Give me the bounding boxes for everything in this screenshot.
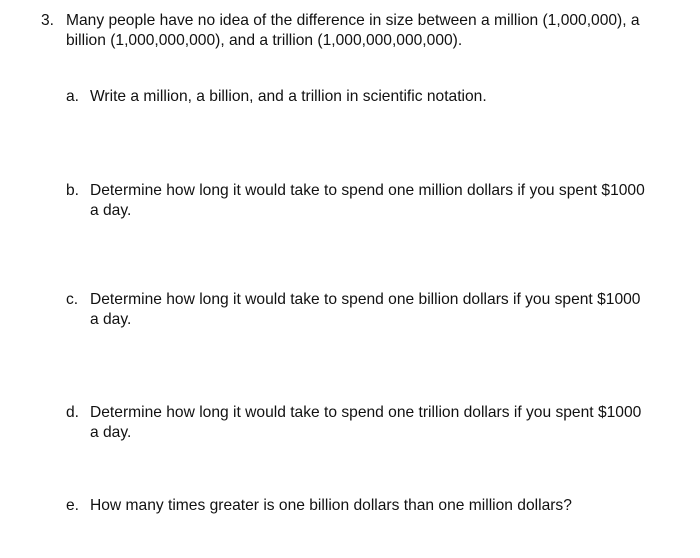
part-a-question: Write a million, a billion, and a trillion in scientific notation. [90,88,487,105]
part-c-letter: c. [66,291,79,308]
part-b-letter: b. [66,182,80,199]
part-c-question: Determine how long it would take to spend one billion dollars if you spent $1000 a day. [90,291,641,328]
part-b-question: Determine how long it would take to spend one million dollars if you spent $1000 a day. [90,182,645,219]
problem-statement: Many people have no idea of the difference in size between a million (1,000,000), a billion (1,000,000,000), and a trillion (1,000,000,000,000). [66,12,640,49]
part-d-letter: d. [66,404,80,421]
part-d-question: Determine how long it would take to spend one trillion dollars if you spent $1000 a day. [90,404,642,441]
part-a-letter: a. [66,88,80,105]
problem-number: 3. [41,12,55,29]
part-e-letter: e. [66,497,80,514]
part-e-question: How many times greater is one billion dollars than one million dollars? [90,497,572,514]
